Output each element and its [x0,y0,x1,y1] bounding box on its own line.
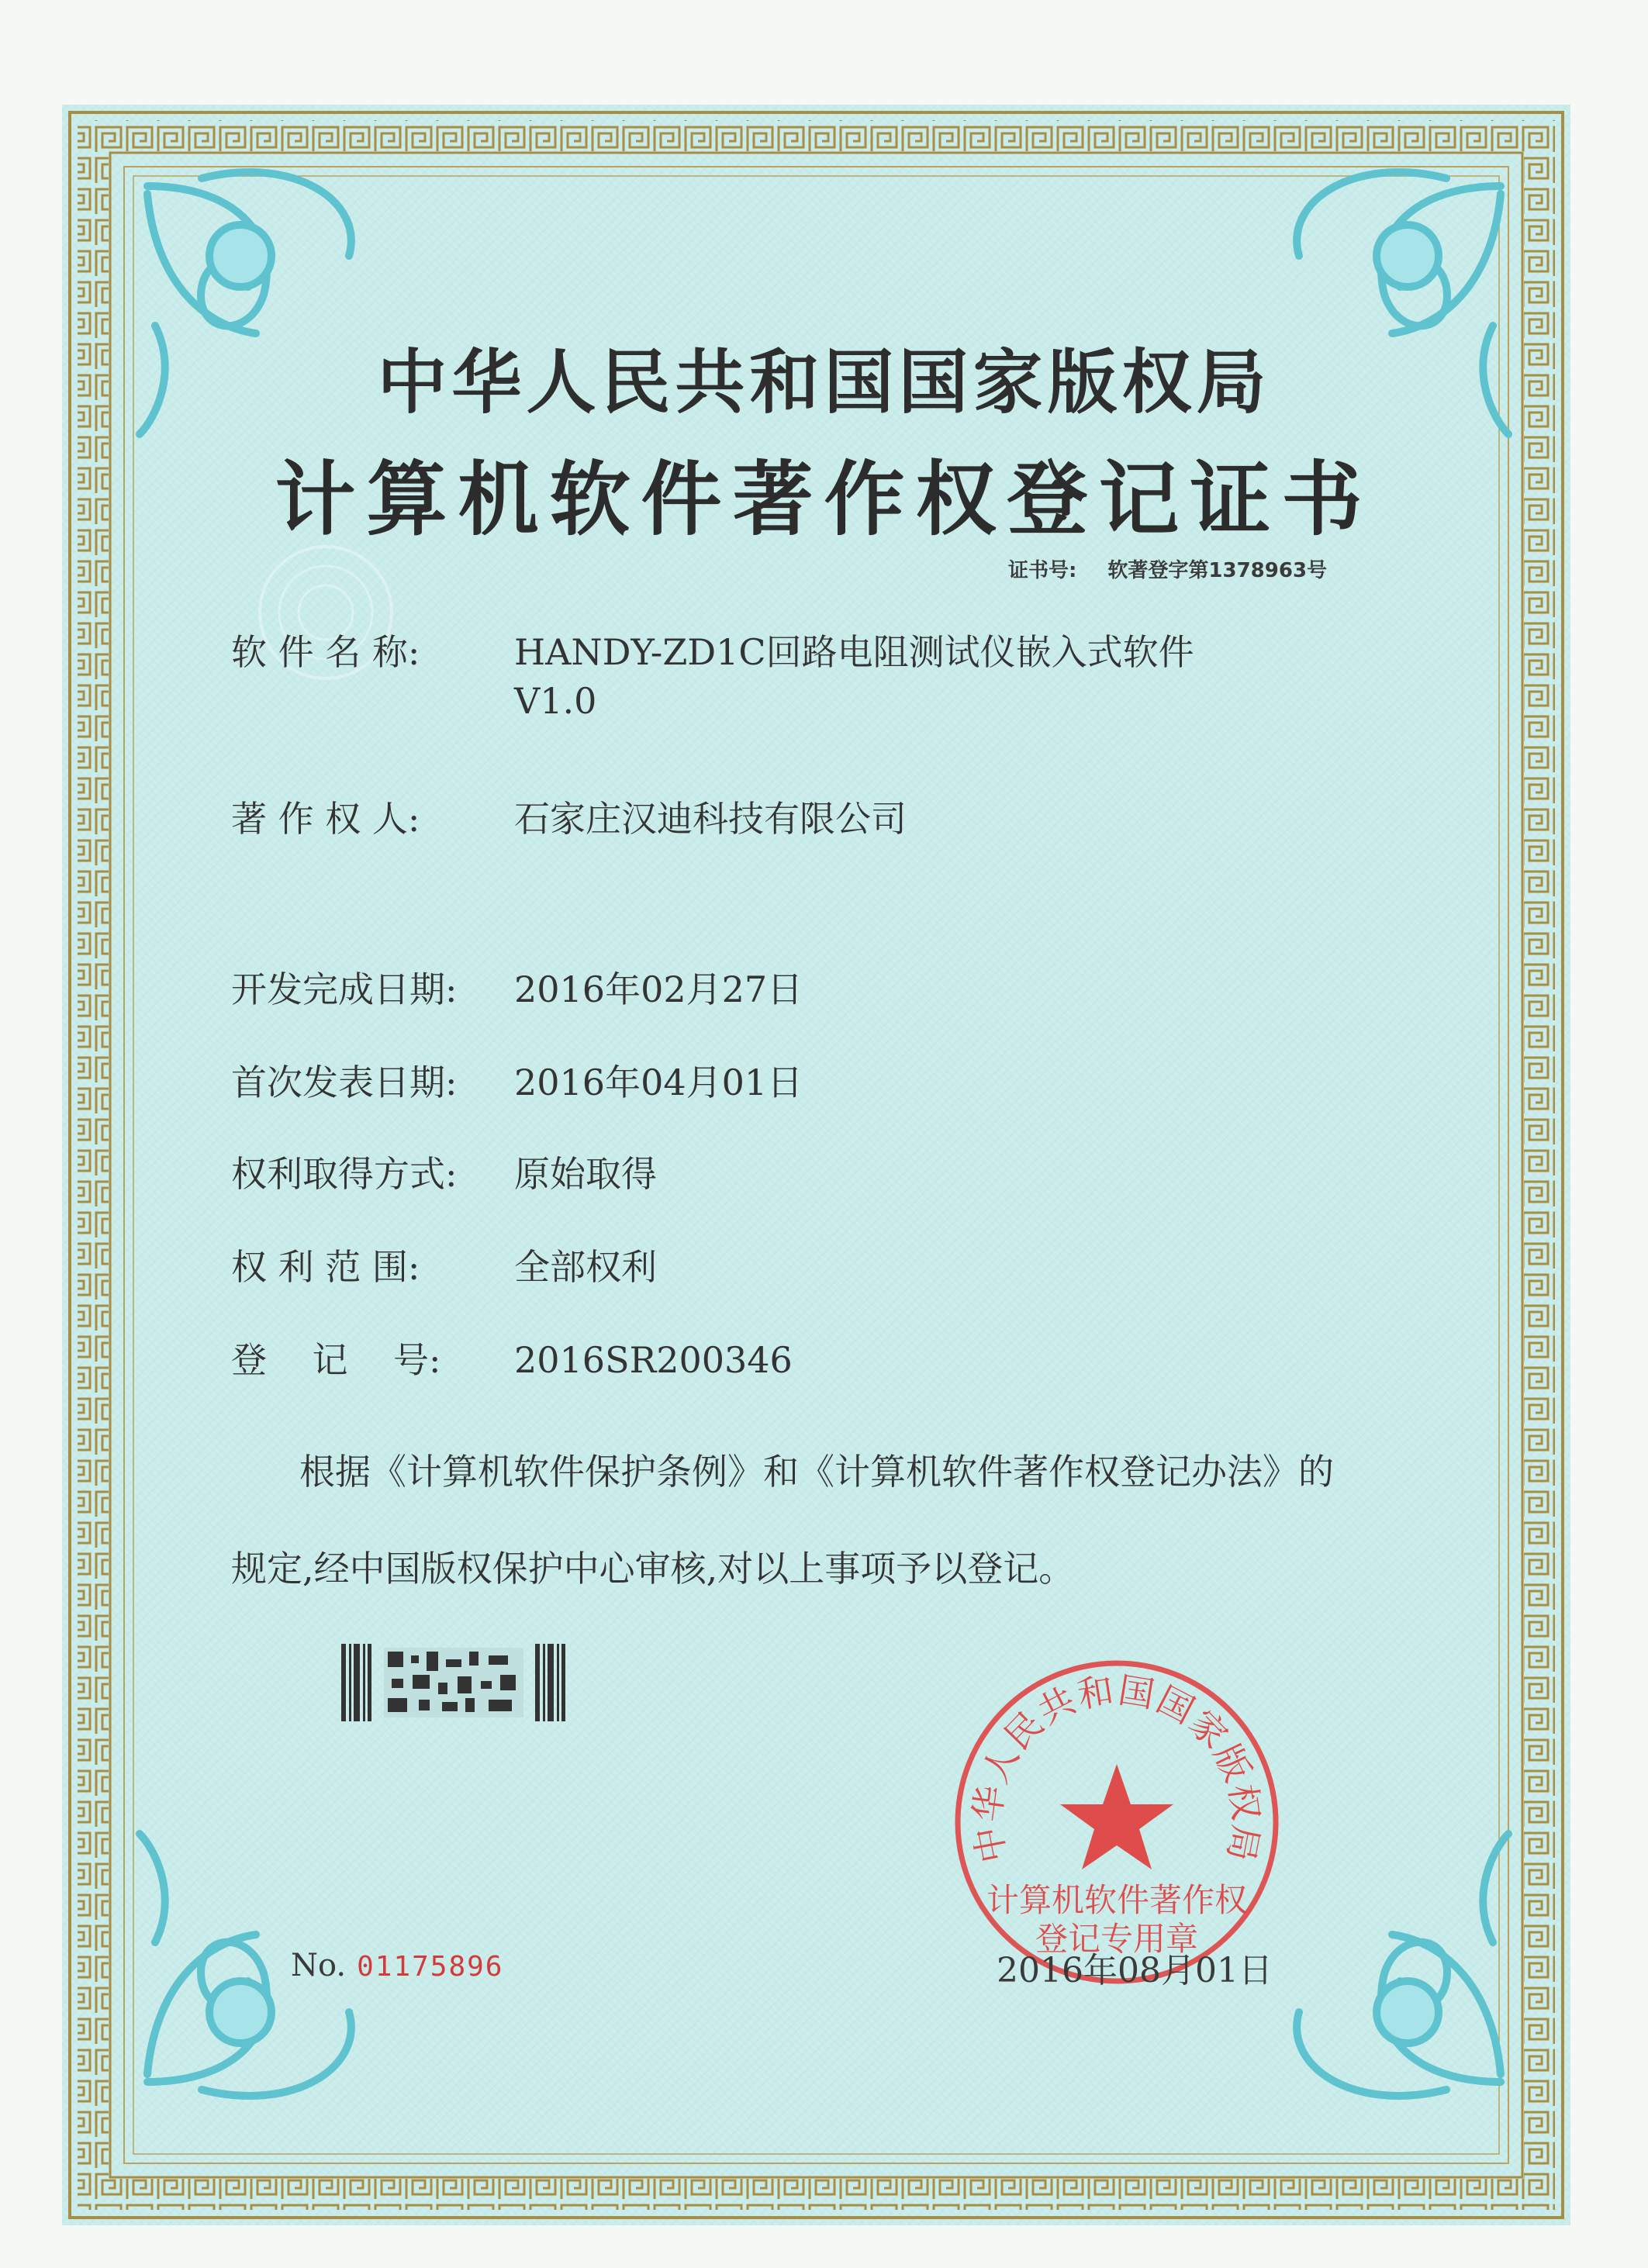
field-value: 2016年02月27日 [514,968,803,1010]
field-copyright-owner [231,791,907,842]
field-label: 开发完成日期: [231,968,458,1010]
field-software-name [231,624,1194,722]
serial-number-label: No. [291,1948,347,1983]
field-value: 原始取得 [514,1153,657,1195]
field-value: 2016SR200346 [514,1339,793,1381]
official-seal [950,1655,1284,1989]
corner-ornament-bottom-right [1297,1834,1508,2096]
field-label: 登 记 号: [231,1339,441,1381]
field-development-date [231,961,803,1013]
field-publication-date [231,1055,803,1106]
legal-paragraph-line1: 根据《计算机软件保护条例》和《计算机软件著作权登记办法》的 [299,1451,1334,1493]
field-label: 权利取得方式: [231,1153,458,1195]
field-value: 2016年04月01日 [514,1062,803,1103]
barcode-image [341,1644,566,1721]
field-acquisition-method [231,1146,657,1197]
field-value: 全部权利 [514,1246,657,1288]
certificate-number [1008,554,1327,583]
serial-number-value: 01175896 [357,1951,504,1983]
issue-date: 2016年08月01日 [997,1951,1273,1990]
issuer-title: 中华人民共和国国家版权局 [377,341,1271,423]
seal-inner-line2: 登记专用章 [1035,1920,1199,1958]
field-registration-number [231,1332,793,1383]
field-label: 首次发表日期: [231,1062,458,1103]
legal-paragraph-line2: 规定,经中国版权保护中心审核,对以上事项予以登记。 [231,1548,1075,1590]
serial-number [291,1948,503,1983]
star-icon [1060,1764,1173,1869]
certificate-number-label: 证书号: [1008,559,1077,582]
field-label: 著 作 权 人: [231,798,420,840]
field-value-line2: V1.0 [514,680,597,722]
certificate-title: 计算机软件著作权登记证书 [275,451,1373,547]
certificate-number-value: 软著登字第1378963号 [1107,559,1328,582]
field-value: HANDY-ZD1C回路电阻测试仪嵌入式软件 [514,631,1194,673]
seal-outer-text: 中华人民共和国国家版权局 [966,1669,1268,1866]
field-value: 石家庄汉迪科技有限公司 [514,798,907,840]
field-label: 权 利 范 围: [231,1246,420,1288]
field-label: 软 件 名 称: [231,631,420,673]
seal-inner-line1: 计算机软件著作权 [986,1881,1248,1919]
field-rights-scope [231,1239,657,1290]
